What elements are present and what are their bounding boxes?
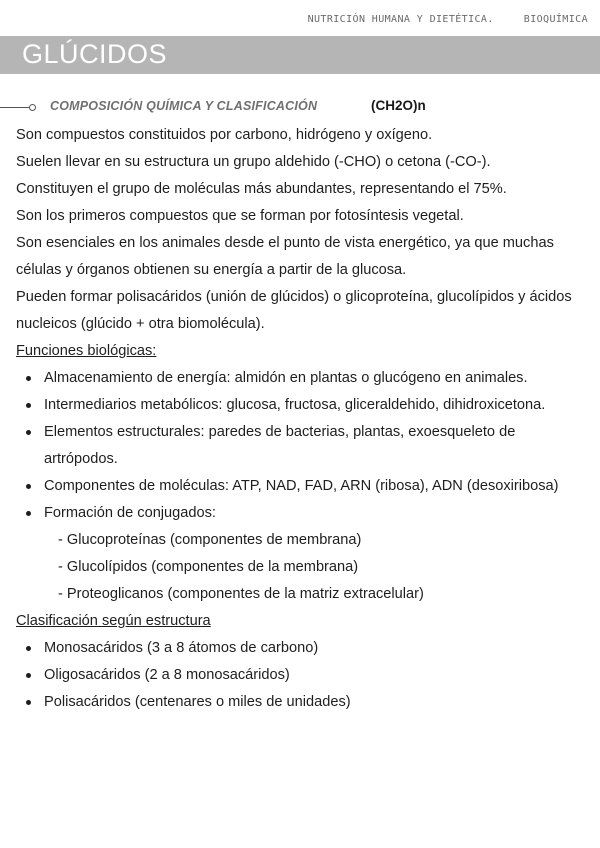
conjugates-label: Formación de conjugados:: [44, 505, 216, 521]
list-item: Componentes de moléculas: ATP, NAD, FAD, ARN (ribosa), ADN (desoxiribosa): [44, 473, 590, 500]
classification-list: [16, 635, 590, 716]
section-formula: (CH2O)n: [371, 98, 426, 113]
document-body: [16, 122, 590, 716]
functions-list: [16, 365, 590, 608]
intro-line: Son esenciales en los animales desde el punto de vista energético, ya que muchas células y órganos obtienen su energía a partir de la glucosa.: [16, 235, 554, 278]
list-item: Almacenamiento de energía: almidón en plantas o glucógeno en animales.: [44, 365, 590, 392]
intro-line: Pueden formar polisacáridos (unión de glúcidos) o glicoproteína, glucolípidos y ácidos nucleicos (glúcido + otra biomolécula).: [16, 289, 572, 332]
conjugates-list: [44, 527, 590, 608]
intro-line: Son los primeros compuestos que se forman por fotosíntesis vegetal.: [16, 208, 464, 224]
heading-line-decoration: [0, 107, 30, 108]
page-title: GLÚCIDOS: [22, 39, 168, 69]
page-header: [308, 14, 588, 25]
list-item: Oligosacáridos (2 a 8 monosacáridos): [44, 662, 590, 689]
list-item: Polisacáridos (centenares o miles de unidades): [44, 689, 590, 716]
classification-title: Clasificación según estructura: [16, 613, 211, 629]
functions-title: Funciones biológicas:: [16, 343, 157, 359]
list-item: Monosacáridos (3 a 8 átomos de carbono): [44, 635, 590, 662]
intro-line: Son compuestos constituidos por carbono, hidrógeno y oxígeno.: [16, 127, 433, 143]
section-heading: [0, 98, 600, 118]
sub-list-item: - Proteoglicanos (componentes de la matriz extracelular): [58, 586, 424, 602]
intro-line: Constituyen el grupo de moléculas más abundantes, representando el 75%.: [16, 181, 507, 197]
list-item: Intermediarios metabólicos: glucosa, fructosa, gliceraldehido, dihidroxicetona.: [44, 392, 590, 419]
intro-line: Suelen llevar en su estructura un grupo aldehido (-CHO) o cetona (-CO-).: [16, 154, 491, 170]
list-item: Elementos estructurales: paredes de bacterias, plantas, exoesqueleto de artrópodos.: [44, 419, 590, 473]
heading-circle-icon: [29, 104, 36, 111]
list-item-conjugates: [44, 500, 590, 608]
course-label: NUTRICIÓN HUMANA Y DIETÉTICA.: [307, 14, 494, 25]
subject-label: BIOQUÍMICA: [523, 14, 588, 25]
sub-list-item: - Glucolípidos (componentes de la membrana): [58, 559, 359, 575]
section-label: COMPOSICIÓN QUÍMICA Y CLASIFICACIÓN: [50, 99, 318, 113]
title-bar: [0, 36, 600, 74]
sub-list-item: - Glucoproteínas (componentes de membrana): [58, 532, 362, 548]
